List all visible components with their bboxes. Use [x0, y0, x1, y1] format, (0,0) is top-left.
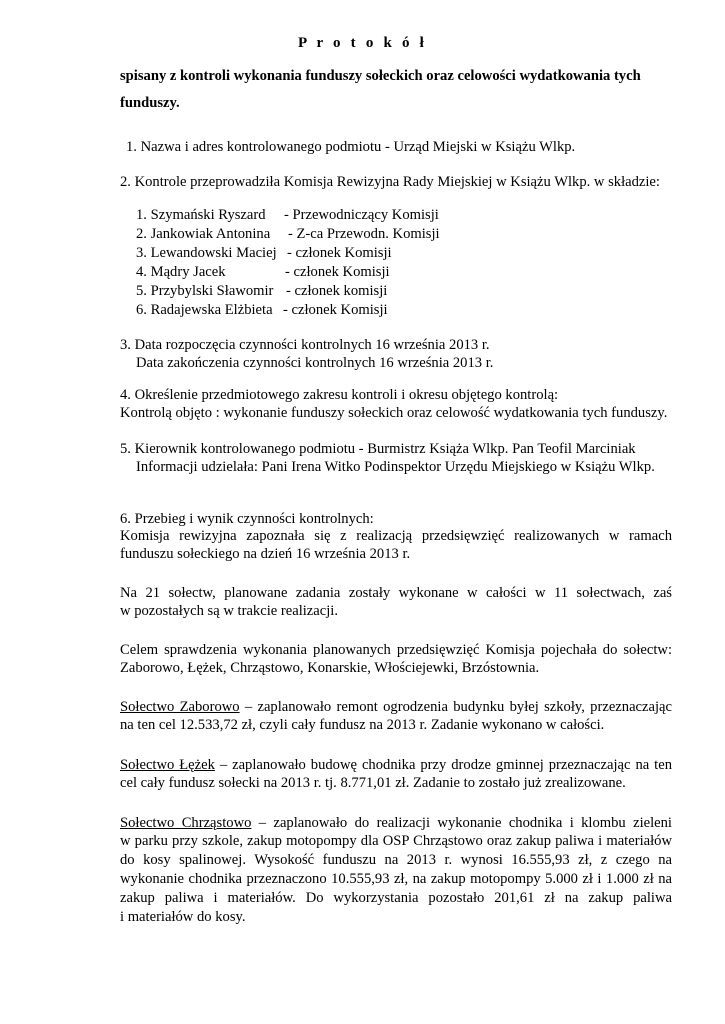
member-role: - członek komisji [286, 283, 388, 299]
section-4-scope: Kontrolą objęto : wykonanie funduszy sołeckich oraz celowość wydatkowania tych funduszy. [120, 405, 668, 421]
section-6-paragraph-1-line-1: Komisja rewizyjna zapoznała się z realizacją przedsięwzięć realizowanych w ramach [120, 528, 672, 544]
section-3-start-date: 3. Data rozpoczęcia czynności kontrolnych 16 września 2013 r. [120, 337, 490, 353]
section-6-paragraph-2-line-2: w pozostałych są w trakcie realizacji. [120, 603, 338, 619]
chrzastowo-label: Sołectwo Chrząstowo [120, 815, 252, 831]
commission-member [136, 244, 392, 262]
member-name: 2. Jankowiak Antonina [136, 226, 271, 242]
chrzastowo-paragraph-line-5: zakup paliwa i materiałów. Do wykorzystania pozostało 201,61 zł na zakup paliwa [120, 890, 672, 906]
member-role: - Z-ca Przewodn. Komisji [288, 226, 440, 242]
member-name: 1. Szymański Ryszard [136, 207, 266, 223]
chrzastowo-paragraph-line-4: wykonanie chodnika przeznaczono 10.555,93 zł, na zakup motopompy 5.000 zł i 1.000 zł na [120, 871, 672, 887]
zaborowo-paragraph-line-2: na ten cel 12.533,72 zł, czyli cały fundusz na 2013 r. Zadanie wykonano w całości. [120, 717, 605, 733]
lezek-paragraph-line-2: cel cały fundusz sołecki na 2013 r. tj. 8.771,01 zł. Zadanie to zostało już zrealizowane. [120, 775, 626, 791]
section-2-heading: 2. Kontrole przeprowadziła Komisja Rewizyjna Rady Miejskiej w Książu Wlkp. w składzie: [120, 174, 660, 190]
document-subtitle-line-1: spisany z kontroli wykonania funduszy sołeckich oraz celowości wydatkowania tych [120, 68, 641, 84]
member-name: 5. Przybylski Sławomir [136, 283, 274, 299]
member-name: 6. Radajewska Elżbieta [136, 302, 273, 318]
section-4-heading: 4. Określenie przedmiotowego zakresu kontroli i okresu objętego kontrolą: [120, 387, 559, 403]
chrzastowo-description: – zaplanowało do realizacji wykonanie chodnika i klombu zieleni [258, 815, 672, 831]
member-role: - członek Komisji [283, 302, 388, 318]
member-role: - Przewodniczący Komisji [284, 207, 439, 223]
lezek-label: Sołectwo Łężek [120, 757, 215, 773]
chrzastowo-paragraph-line-1 [120, 814, 672, 832]
document-subtitle-line-2: funduszy. [120, 95, 180, 111]
chrzastowo-paragraph-line-2: w parku przy szkole, zakup motopompy dla OSP Chrząstowo oraz zakup paliwa i materiałów [120, 833, 672, 849]
lezek-paragraph-line-1 [120, 756, 672, 774]
chrzastowo-paragraph-line-6: i materiałów do kosy. [120, 909, 246, 925]
member-name: 4. Mądry Jacek [136, 264, 226, 280]
commission-member [136, 206, 439, 224]
section-6-paragraph-3-line-2: Zaborowo, Łężek, Chrząstowo, Konarskie, Włościejewki, Brzóstownia. [120, 660, 540, 676]
member-role: - członek Komisji [287, 245, 392, 261]
commission-member [136, 263, 390, 281]
section-6-heading: 6. Przebieg i wynik czynności kontrolnych: [120, 511, 374, 527]
lezek-description: – zaplanowało budowę chodnika przy drodze gminnej przeznaczając na ten [219, 757, 672, 773]
section-6-paragraph-1-line-2: funduszu sołeckiego na dzień 16 września 2013 r. [120, 546, 411, 562]
zaborowo-label: Sołectwo Zaborowo [120, 699, 240, 715]
document-title: P r o t o k ó ł [298, 35, 427, 51]
section-6-paragraph-2-line-1: Na 21 sołectw, planowane zadania zostały wykonane w całości w 11 sołectwach, zaś [120, 585, 672, 601]
section-1-controlled-entity: 1. Nazwa i adres kontrolowanego podmiotu - Urząd Miejski w Książu Wlkp. [126, 139, 576, 155]
commission-member [136, 301, 388, 319]
chrzastowo-paragraph-line-3: do kosy spalinowej. Wysokość funduszu na 2013 r. wynosi 16.555,93 zł, z czego na [120, 852, 672, 868]
commission-member [136, 225, 440, 243]
section-5-information-provider: Informacji udzielała: Pani Irena Witko Podinspektor Urzędu Miejskiego w Książu Wlkp. [136, 459, 655, 475]
zaborowo-paragraph-line-1 [120, 698, 672, 716]
zaborowo-description: – zaplanowało remont ogrodzenia budynku byłej szkoły, przeznaczając [244, 699, 672, 715]
section-6-paragraph-3-line-1: Celem sprawdzenia wykonania planowanych przedsięwzięć Komisja pojechała do sołectw: [120, 642, 672, 658]
member-role: - członek Komisji [285, 264, 390, 280]
commission-member [136, 282, 387, 300]
member-name: 3. Lewandowski Maciej [136, 245, 277, 261]
section-5-head-of-entity: 5. Kierownik kontrolowanego podmiotu - Burmistrz Książa Wlkp. Pan Teofil Marciniak [120, 441, 636, 457]
section-3-end-date: Data zakończenia czynności kontrolnych 16 września 2013 r. [136, 355, 494, 371]
